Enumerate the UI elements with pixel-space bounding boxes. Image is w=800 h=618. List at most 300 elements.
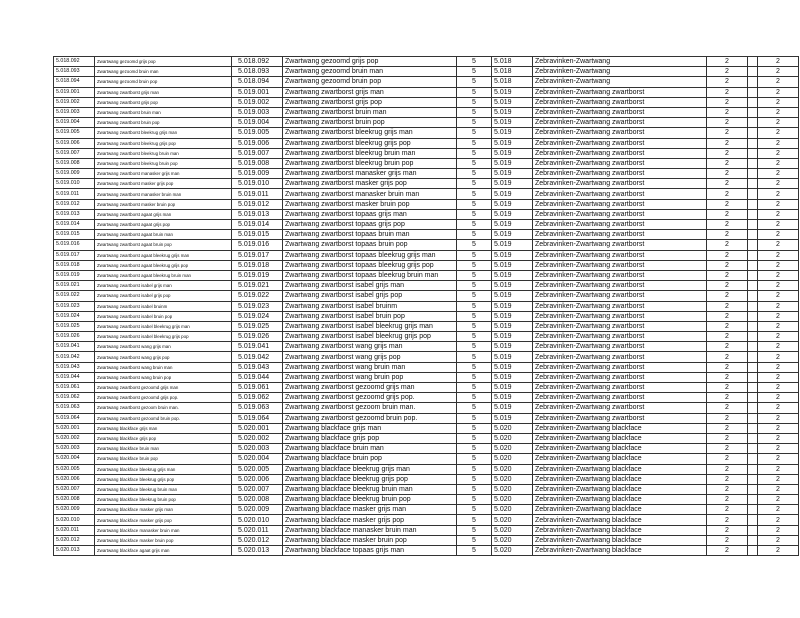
row-description-small-cell: Zwartwang zwartborst bleekrug bruin man [95,148,232,158]
row-code-cell: 5.020.006 [54,474,95,484]
row-description-cell: Zwartwang zwartborst gezoomd bruin pop. [283,413,457,423]
row-group-number-cell: 5 [457,454,492,464]
row-empty-cell [748,352,758,362]
row-code-cell: 5.020.003 [54,444,95,454]
row-value-a-cell: 2 [707,169,748,179]
row-code-repeat-cell: 5.019.014 [232,220,283,230]
row-code-repeat-cell: 5.019.004 [232,118,283,128]
table-row [54,77,799,87]
row-value-a-cell: 2 [707,433,748,443]
row-value-b-cell: 2 [758,535,799,545]
row-group-number-cell: 5 [457,199,492,209]
row-value-a-cell: 2 [707,403,748,413]
row-description-cell: Zwartwang blackface bleekrug bruin man [283,484,457,494]
row-description-cell: Zwartwang blackface bleekrug grijs pop [283,474,457,484]
table-row [54,270,799,280]
table-row [54,535,799,545]
row-group-number-cell: 5 [457,495,492,505]
row-class-code-cell: 5.019 [492,179,533,189]
row-empty-cell [748,515,758,525]
row-class-name-cell: Zebravinken-Zwartwang zwartborst [533,311,707,321]
row-code-cell: 5.019.016 [54,240,95,250]
row-code-repeat-cell: 5.020.003 [232,444,283,454]
row-code-repeat-cell: 5.019.001 [232,87,283,97]
row-empty-cell [748,138,758,148]
row-empty-cell [748,169,758,179]
row-description-small-cell: Zwartwang zwartborst manasker bruin man [95,189,232,199]
table-row [54,97,799,107]
table-row [54,148,799,158]
row-code-cell: 5.019.009 [54,169,95,179]
row-description-small-cell: Zwartwang zwartborst wang grijs man [95,342,232,352]
row-empty-cell [748,67,758,77]
row-value-a-cell: 2 [707,423,748,433]
row-code-repeat-cell: 5.020.009 [232,505,283,515]
row-value-a-cell: 2 [707,464,748,474]
row-group-number-cell: 5 [457,189,492,199]
row-class-code-cell: 5.019 [492,138,533,148]
row-description-small-cell: Zwartwang blackface masker grijs man [95,505,232,515]
row-description-cell: Zwartwang zwartborst masker grijs pop [283,179,457,189]
row-value-b-cell: 2 [758,332,799,342]
row-value-a-cell: 2 [707,189,748,199]
row-value-b-cell: 2 [758,291,799,301]
row-empty-cell [748,118,758,128]
row-value-b-cell: 2 [758,281,799,291]
row-code-repeat-cell: 5.019.012 [232,199,283,209]
row-code-repeat-cell: 5.020.002 [232,433,283,443]
row-class-name-cell: Zebravinken-Zwartwang [533,77,707,87]
table-row [54,189,799,199]
row-code-cell: 5.020.002 [54,433,95,443]
row-class-name-cell: Zebravinken-Zwartwang blackface [533,433,707,443]
row-value-b-cell: 2 [758,383,799,393]
row-code-cell: 5.018.093 [54,67,95,77]
row-class-code-cell: 5.020 [492,505,533,515]
row-class-code-cell: 5.019 [492,281,533,291]
row-empty-cell [748,393,758,403]
row-group-number-cell: 5 [457,383,492,393]
row-value-b-cell: 2 [758,444,799,454]
row-class-code-cell: 5.019 [492,352,533,362]
row-value-b-cell: 2 [758,433,799,443]
row-empty-cell [748,57,758,67]
row-value-b-cell: 2 [758,525,799,535]
row-code-cell: 5.020.001 [54,423,95,433]
row-value-b-cell: 2 [758,97,799,107]
row-class-code-cell: 5.018 [492,77,533,87]
row-class-name-cell: Zebravinken-Zwartwang zwartborst [533,240,707,250]
row-description-small-cell: Zwartwang zwartborst agaat bruin man [95,230,232,240]
row-description-small-cell: Zwartwang zwartborst wang bruin pop [95,372,232,382]
row-code-repeat-cell: 5.019.063 [232,403,283,413]
row-code-repeat-cell: 5.020.011 [232,525,283,535]
row-code-repeat-cell: 5.019.022 [232,291,283,301]
row-class-name-cell: Zebravinken-Zwartwang zwartborst [533,189,707,199]
row-class-name-cell: Zebravinken-Zwartwang zwartborst [533,158,707,168]
row-class-name-cell: Zebravinken-Zwartwang zwartborst [533,169,707,179]
row-class-code-cell: 5.020 [492,444,533,454]
row-description-cell: Zwartwang zwartborst gezoom bruin man. [283,403,457,413]
table-row [54,444,799,454]
row-empty-cell [748,362,758,372]
row-empty-cell [748,495,758,505]
row-description-cell: Zwartwang gezoomd bruin man [283,67,457,77]
row-empty-cell [748,270,758,280]
row-description-small-cell: Zwartwang zwartborst gezoomd bruin pop. [95,413,232,423]
row-empty-cell [748,220,758,230]
row-description-small-cell: Zwartwang blackface bleekrug bruin pop [95,495,232,505]
row-value-b-cell: 2 [758,250,799,260]
row-class-code-cell: 5.019 [492,199,533,209]
row-code-repeat-cell: 5.020.012 [232,535,283,545]
row-empty-cell [748,240,758,250]
row-class-code-cell: 5.019 [492,250,533,260]
row-code-repeat-cell: 5.019.015 [232,230,283,240]
row-value-b-cell: 2 [758,199,799,209]
row-code-repeat-cell: 5.019.019 [232,270,283,280]
row-class-name-cell: Zebravinken-Zwartwang zwartborst [533,179,707,189]
row-description-cell: Zwartwang zwartborst wang bruin man [283,362,457,372]
row-description-small-cell: Zwartwang blackface masker grijs pop [95,515,232,525]
row-value-a-cell: 2 [707,535,748,545]
row-empty-cell [748,179,758,189]
row-description-small-cell: Zwartwang blackface grijs pop [95,433,232,443]
row-value-a-cell: 2 [707,444,748,454]
row-empty-cell [748,332,758,342]
row-empty-cell [748,311,758,321]
row-group-number-cell: 5 [457,464,492,474]
table-row [54,169,799,179]
row-description-small-cell: Zwartwang zwartborst masker bruin pop [95,199,232,209]
row-group-number-cell: 5 [457,352,492,362]
row-group-number-cell: 5 [457,362,492,372]
row-value-a-cell: 2 [707,413,748,423]
row-class-code-cell: 5.020 [492,535,533,545]
table-row [54,250,799,260]
row-class-code-cell: 5.019 [492,209,533,219]
row-value-a-cell: 2 [707,332,748,342]
row-empty-cell [748,128,758,138]
row-empty-cell [748,301,758,311]
row-code-cell: 5.019.019 [54,270,95,280]
row-code-cell: 5.019.023 [54,301,95,311]
row-value-a-cell: 2 [707,128,748,138]
row-class-code-cell: 5.020 [492,423,533,433]
row-description-cell: Zwartwang zwartborst bleekrug bruin man [283,148,457,158]
row-class-code-cell: 5.020 [492,495,533,505]
row-value-a-cell: 2 [707,546,748,556]
row-class-name-cell: Zebravinken-Zwartwang [533,57,707,67]
row-group-number-cell: 5 [457,484,492,494]
row-group-number-cell: 5 [457,281,492,291]
row-description-small-cell: Zwartwang blackface manasker bruin man [95,525,232,535]
row-value-a-cell: 2 [707,138,748,148]
row-description-small-cell: Zwartwang zwartborst grijs man [95,87,232,97]
row-class-code-cell: 5.019 [492,189,533,199]
row-code-cell: 5.019.025 [54,321,95,331]
row-group-number-cell: 5 [457,57,492,67]
table-row [54,525,799,535]
row-class-code-cell: 5.019 [492,403,533,413]
table-row [54,57,799,67]
row-class-name-cell: Zebravinken-Zwartwang zwartborst [533,250,707,260]
row-value-a-cell: 2 [707,474,748,484]
row-code-repeat-cell: 5.019.016 [232,240,283,250]
row-code-cell: 5.019.005 [54,128,95,138]
row-class-name-cell: Zebravinken-Zwartwang zwartborst [533,209,707,219]
row-description-small-cell: Zwartwang zwartborst manasker grijs man [95,169,232,179]
row-class-code-cell: 5.019 [492,321,533,331]
row-value-a-cell: 2 [707,87,748,97]
row-code-cell: 5.020.004 [54,454,95,464]
table-row [54,352,799,362]
row-group-number-cell: 5 [457,525,492,535]
row-description-cell: Zwartwang zwartborst topaas bleekrug bruin man [283,270,457,280]
row-description-small-cell: Zwartwang zwartborst gezoomd grijs man [95,383,232,393]
row-description-cell: Zwartwang zwartborst wang grijs pop [283,352,457,362]
row-empty-cell [748,484,758,494]
row-code-repeat-cell: 5.019.023 [232,301,283,311]
row-empty-cell [748,87,758,97]
row-value-b-cell: 2 [758,352,799,362]
row-code-repeat-cell: 5.019.026 [232,332,283,342]
row-code-repeat-cell: 5.019.006 [232,138,283,148]
row-group-number-cell: 5 [457,393,492,403]
row-class-name-cell: Zebravinken-Zwartwang zwartborst [533,281,707,291]
row-value-b-cell: 2 [758,484,799,494]
row-code-repeat-cell: 5.019.021 [232,281,283,291]
table-row [54,433,799,443]
row-value-b-cell: 2 [758,454,799,464]
row-code-cell: 5.019.041 [54,342,95,352]
row-description-small-cell: Zwartwang zwartborst bleekrug grijs pop [95,138,232,148]
row-value-a-cell: 2 [707,240,748,250]
row-description-cell: Zwartwang zwartborst wang grijs man [283,342,457,352]
row-group-number-cell: 5 [457,270,492,280]
row-class-name-cell: Zebravinken-Zwartwang zwartborst [533,352,707,362]
row-group-number-cell: 5 [457,342,492,352]
row-description-small-cell: Zwartwang zwartborst wang bruin man [95,362,232,372]
row-value-b-cell: 2 [758,107,799,117]
row-class-code-cell: 5.020 [492,515,533,525]
row-empty-cell [748,97,758,107]
row-value-a-cell: 2 [707,454,748,464]
row-description-cell: Zwartwang zwartborst gezoomd grijs man [283,383,457,393]
row-value-b-cell: 2 [758,495,799,505]
row-description-cell: Zwartwang zwartborst wang bruin pop [283,372,457,382]
row-group-number-cell: 5 [457,97,492,107]
row-class-name-cell: Zebravinken-Zwartwang zwartborst [533,321,707,331]
row-value-a-cell: 2 [707,158,748,168]
row-value-a-cell: 2 [707,260,748,270]
row-class-name-cell: Zebravinken-Zwartwang blackface [533,535,707,545]
row-code-cell: 5.019.015 [54,230,95,240]
row-code-cell: 5.019.010 [54,179,95,189]
row-description-small-cell: Zwartwang blackface bruin pop [95,454,232,464]
row-class-name-cell: Zebravinken-Zwartwang zwartborst [533,301,707,311]
row-group-number-cell: 5 [457,118,492,128]
row-class-code-cell: 5.018 [492,67,533,77]
table-row [54,546,799,556]
row-group-number-cell: 5 [457,77,492,87]
row-group-number-cell: 5 [457,291,492,301]
row-empty-cell [748,423,758,433]
row-class-code-cell: 5.020 [492,525,533,535]
row-code-cell: 5.019.018 [54,260,95,270]
row-class-code-cell: 5.019 [492,107,533,117]
row-description-small-cell: Zwartwang zwartborst agaat bleekrug grijs pop [95,260,232,270]
row-code-cell: 5.020.013 [54,546,95,556]
row-value-b-cell: 2 [758,403,799,413]
row-description-small-cell: Zwartwang blackface bleekrug grijs man [95,464,232,474]
row-value-b-cell: 2 [758,321,799,331]
row-empty-cell [748,535,758,545]
row-value-a-cell: 2 [707,342,748,352]
row-code-cell: 5.018.094 [54,77,95,87]
data-table [53,56,799,556]
row-code-repeat-cell: 5.019.025 [232,321,283,331]
row-code-cell: 5.020.011 [54,525,95,535]
row-code-cell: 5.019.011 [54,189,95,199]
row-value-a-cell: 2 [707,372,748,382]
row-description-cell: Zwartwang zwartborst bruin man [283,107,457,117]
row-code-repeat-cell: 5.019.009 [232,169,283,179]
row-description-cell: Zwartwang zwartborst manasker bruin man [283,189,457,199]
row-value-b-cell: 2 [758,423,799,433]
row-class-code-cell: 5.020 [492,464,533,474]
row-description-small-cell: Zwartwang zwartborst isabel bleekrug grijs man [95,321,232,331]
table-row [54,230,799,240]
row-empty-cell [748,260,758,270]
row-code-repeat-cell: 5.019.011 [232,189,283,199]
table-row [54,464,799,474]
row-description-small-cell: Zwartwang zwartborst gezoom bruin man. [95,403,232,413]
row-value-a-cell: 2 [707,352,748,362]
row-description-cell: Zwartwang zwartborst topaas bruin pop [283,240,457,250]
row-class-name-cell: Zebravinken-Zwartwang zwartborst [533,362,707,372]
row-code-repeat-cell: 5.020.008 [232,495,283,505]
row-description-cell: Zwartwang zwartborst bleekrug grijs man [283,128,457,138]
row-class-name-cell: Zebravinken-Zwartwang blackface [533,505,707,515]
row-value-a-cell: 2 [707,118,748,128]
row-code-repeat-cell: 5.019.062 [232,393,283,403]
row-description-small-cell: Zwartwang zwartborst masker grijs pop [95,179,232,189]
row-class-name-cell: Zebravinken-Zwartwang blackface [533,495,707,505]
row-description-small-cell: Zwartwang blackface bleekrug grijs pop [95,474,232,484]
row-class-name-cell: Zebravinken-Zwartwang blackface [533,474,707,484]
row-value-b-cell: 2 [758,372,799,382]
row-class-name-cell: Zebravinken-Zwartwang blackface [533,546,707,556]
row-class-code-cell: 5.019 [492,158,533,168]
row-description-small-cell: Zwartwang zwartborst grijs pop [95,97,232,107]
row-class-code-cell: 5.019 [492,260,533,270]
row-value-b-cell: 2 [758,67,799,77]
table-row [54,199,799,209]
table-row [54,505,799,515]
row-code-cell: 5.020.010 [54,515,95,525]
row-code-repeat-cell: 5.019.017 [232,250,283,260]
row-value-a-cell: 2 [707,505,748,515]
table-row [54,321,799,331]
row-description-small-cell: Zwartwang blackface bruin man [95,444,232,454]
row-empty-cell [748,525,758,535]
row-class-name-cell: Zebravinken-Zwartwang zwartborst [533,291,707,301]
row-class-name-cell: Zebravinken-Zwartwang zwartborst [533,199,707,209]
row-class-code-cell: 5.019 [492,148,533,158]
row-empty-cell [748,413,758,423]
row-description-small-cell: Zwartwang zwartborst agaat grijs man [95,209,232,219]
row-description-cell: Zwartwang blackface bruin man [283,444,457,454]
row-code-repeat-cell: 5.019.061 [232,383,283,393]
row-class-name-cell: Zebravinken-Zwartwang blackface [533,444,707,454]
row-group-number-cell: 5 [457,260,492,270]
row-value-a-cell: 2 [707,301,748,311]
row-value-b-cell: 2 [758,179,799,189]
row-value-a-cell: 2 [707,495,748,505]
row-code-cell: 5.020.009 [54,505,95,515]
row-group-number-cell: 5 [457,546,492,556]
row-empty-cell [748,474,758,484]
row-empty-cell [748,342,758,352]
row-empty-cell [748,291,758,301]
row-description-small-cell: Zwartwang gezoomd bruin man [95,67,232,77]
row-class-code-cell: 5.018 [492,57,533,67]
row-code-repeat-cell: 5.019.041 [232,342,283,352]
row-description-small-cell: Zwartwang zwartborst bruin man [95,107,232,117]
row-code-cell: 5.019.014 [54,220,95,230]
row-code-repeat-cell: 5.020.010 [232,515,283,525]
row-value-a-cell: 2 [707,199,748,209]
row-description-small-cell: Zwartwang blackface masker bruin pop [95,535,232,545]
row-code-repeat-cell: 5.020.004 [232,454,283,464]
row-value-a-cell: 2 [707,270,748,280]
table-row [54,484,799,494]
row-value-b-cell: 2 [758,230,799,240]
row-description-small-cell: Zwartwang zwartborst agaat grijs pop [95,220,232,230]
row-group-number-cell: 5 [457,87,492,97]
row-empty-cell [748,230,758,240]
row-code-repeat-cell: 5.019.042 [232,352,283,362]
row-class-code-cell: 5.019 [492,311,533,321]
row-value-b-cell: 2 [758,546,799,556]
row-value-a-cell: 2 [707,179,748,189]
row-code-repeat-cell: 5.019.044 [232,372,283,382]
row-value-b-cell: 2 [758,270,799,280]
row-description-cell: Zwartwang zwartborst masker bruin pop [283,199,457,209]
table-row [54,128,799,138]
row-description-cell: Zwartwang blackface masker bruin pop [283,535,457,545]
row-description-small-cell: Zwartwang zwartborst isabel bruinm [95,301,232,311]
table-row [54,291,799,301]
row-class-name-cell: Zebravinken-Zwartwang zwartborst [533,270,707,280]
row-value-b-cell: 2 [758,413,799,423]
row-code-cell: 5.019.044 [54,372,95,382]
row-class-code-cell: 5.019 [492,128,533,138]
row-code-cell: 5.019.003 [54,107,95,117]
row-group-number-cell: 5 [457,474,492,484]
table-row [54,281,799,291]
row-group-number-cell: 5 [457,301,492,311]
row-value-b-cell: 2 [758,128,799,138]
row-description-cell: Zwartwang blackface manasker bruin man [283,525,457,535]
row-group-number-cell: 5 [457,444,492,454]
row-value-a-cell: 2 [707,107,748,117]
row-description-small-cell: Zwartwang blackface bleekrug bruin man [95,484,232,494]
row-code-cell: 5.019.017 [54,250,95,260]
row-description-small-cell: Zwartwang blackface agaat grijs man [95,546,232,556]
row-value-b-cell: 2 [758,189,799,199]
